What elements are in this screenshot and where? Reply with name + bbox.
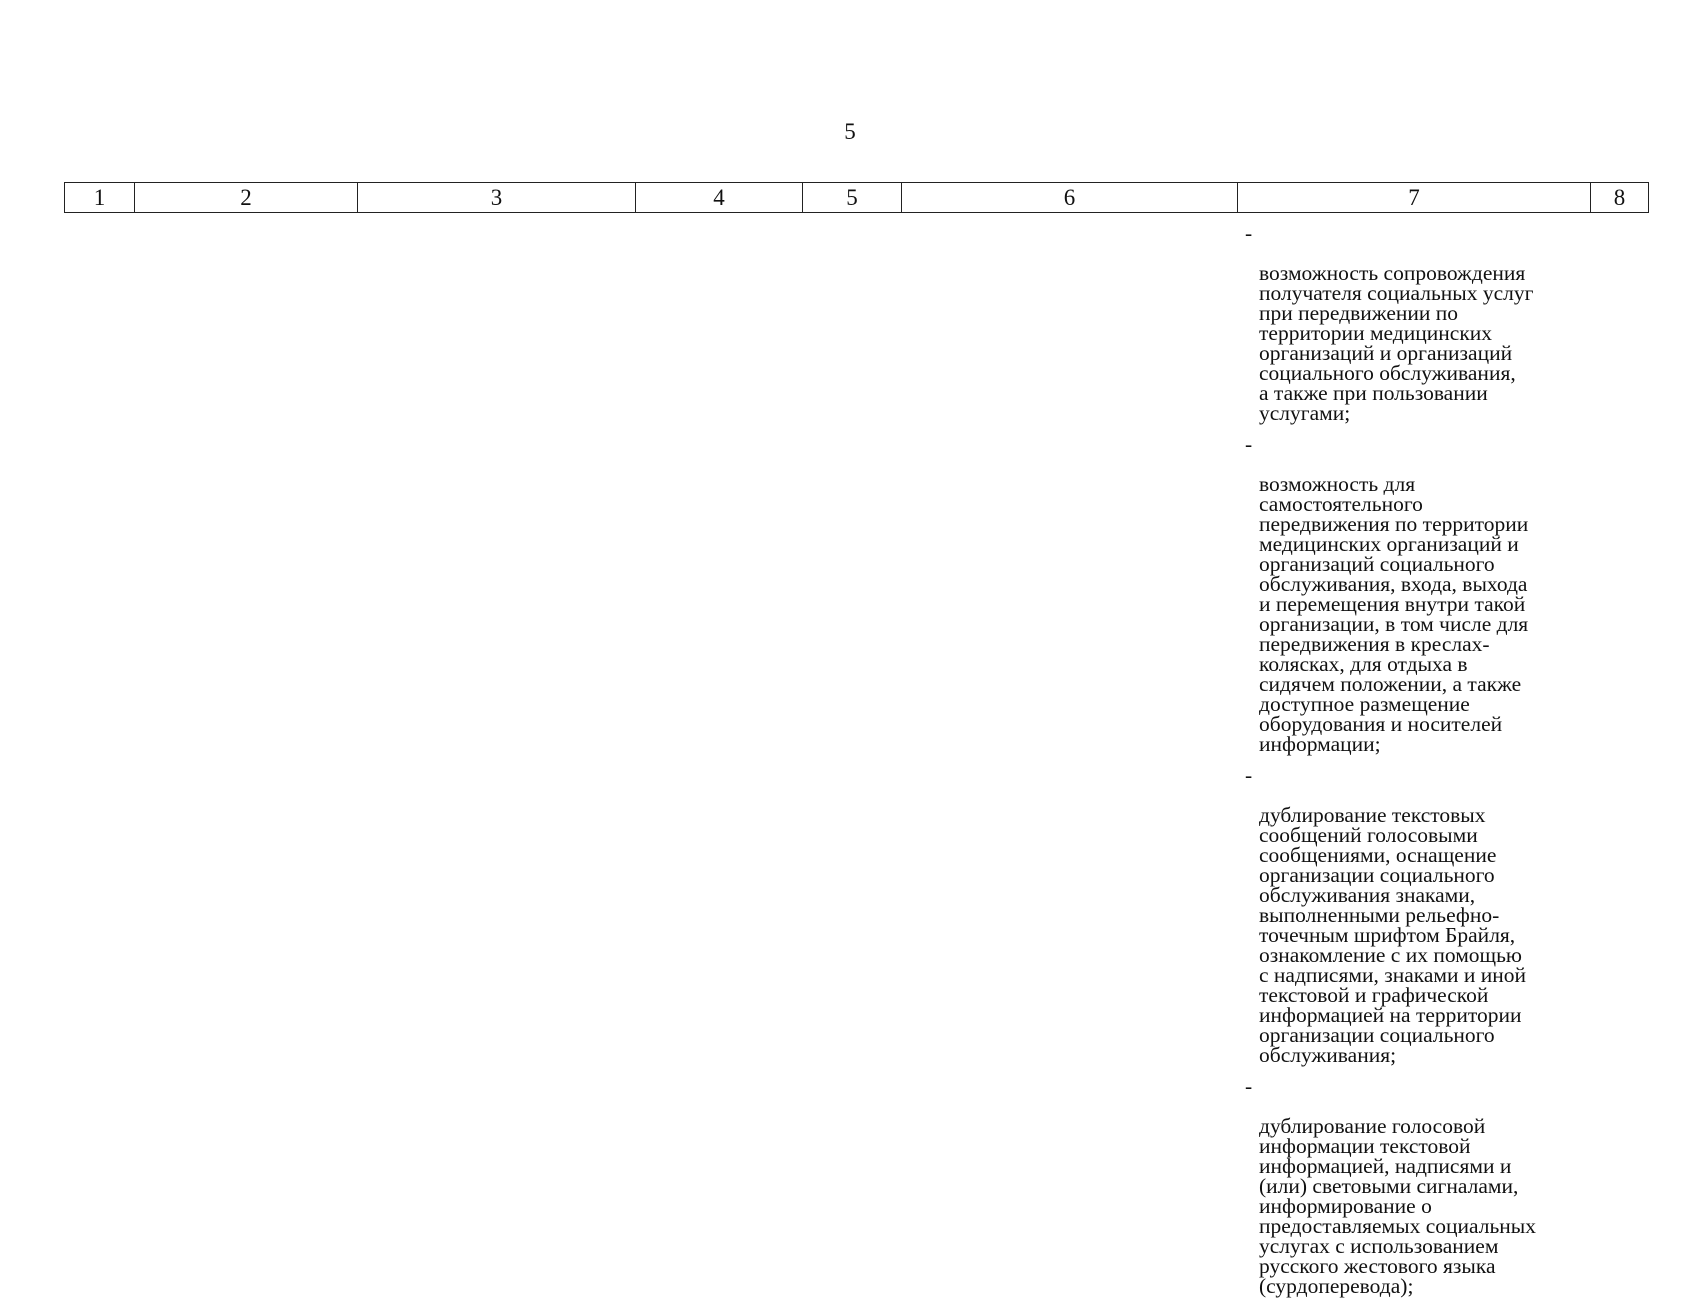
list-item-text: возможность сопровождения получателя социальных услуг при передвижении по территории медицинских организаций и организаций социального обслуживания, а также при пользовании услугами;: [1259, 261, 1534, 425]
column-number-2: 2: [135, 183, 358, 213]
column-number-5: 5: [803, 183, 902, 213]
column-number-7: 7: [1238, 183, 1591, 213]
list-dash: -: [1245, 432, 1253, 456]
list-dash: -: [1245, 1074, 1253, 1098]
list-item-text: дублирование текстовых сообщений голосовыми сообщениями, оснащение организации социального обслуживания знаками, выполненными рельефно- точечным шрифтом Брайля, ознакомление с их помощью с надписями, знаками и иной текстовой и графической информацией на территории организации социального обслуживания;: [1259, 803, 1527, 1067]
column-number-8: 8: [1591, 183, 1649, 213]
list-dash: -: [1245, 221, 1253, 245]
list-item: [1245, 765, 1590, 1065]
list-item-text: дублирование голосовой информации текстовой информацией, надписями и (или) световыми сигналами, информирование о предоставляемых социальных услугах с использованием русского жестового языка (сурдоперевода);: [1259, 1114, 1536, 1298]
column-number-3: 3: [358, 183, 636, 213]
column-number-1: 1: [65, 183, 135, 213]
list-dash: -: [1245, 763, 1253, 787]
list-item: [1245, 1076, 1590, 1296]
column-7-content: [1245, 223, 1590, 1307]
list-item: [1245, 223, 1590, 423]
column-number-4: 4: [636, 183, 803, 213]
column-number-6: 6: [902, 183, 1238, 213]
list-item: [1245, 434, 1590, 754]
page-number: 5: [844, 119, 856, 144]
table-header-row: [64, 182, 1649, 213]
list-item-text: возможность для самостоятельного передвижения по территории медицинских организаций и организаций социального обслуживания, входа, выхода и перемещения внутри такой организации, в том числе для передвижения в креслах- колясках, для отдыха в сидячем положении, а также доступное размещение оборудования и носителей информации;: [1259, 472, 1529, 756]
